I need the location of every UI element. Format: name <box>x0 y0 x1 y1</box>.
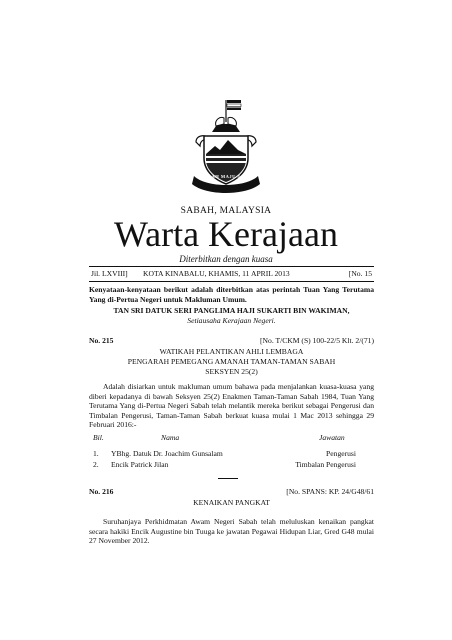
signatory-name: TAN SRI DATUK SERI PANGLIMA HAJI SUKARTI BIN WAKIMAN, <box>113 306 350 315</box>
crest-motto: SABAH MAJU JAYA <box>201 174 251 179</box>
notice-216-body: Suruhanjaya Perkhidmatan Awam Negeri Sabah telah meluluskan kenaikan pangkat secara hakiki Encik Augustine bin Tuuga ke jawatan Pegawai Hidupan Liar, Gred G48 mulai 27 November 2012. <box>89 517 374 545</box>
notice-number: No. 216 <box>89 487 114 496</box>
column-header-jawatan: Jawatan <box>319 433 345 442</box>
gazette-subtitle: Diterbitkan dengan kuasa <box>179 254 273 264</box>
issue-volume: Jil. LXVIII] <box>91 269 128 278</box>
column-header-bil: Bil. <box>93 433 104 442</box>
notice-216-heading: KENAIKAN PANGKAT <box>193 498 270 507</box>
notice-215-heading <box>89 347 374 376</box>
table-row <box>89 449 374 459</box>
top-rule <box>89 266 374 267</box>
gazette-title: Warta Kerajaan <box>114 214 338 254</box>
notice-215-body: Adalah disiarkan untuk makluman umum bahawa pada menjalankan kuasa-kuasa yang diberi kepadanya di bawah Seksyen 25(2) Enakmen Taman-Taman Sabah 1984, Tuan Yang Terutama Yang di-Pertua Negeri Sabah telah melantik mereka berikut sebagai Pengerusi dan Timbalan Pengerusi, Taman-Taman Sabah berkuat kuasa mulai 1 Mac 2013 sehingga 29 Februari 2016:- <box>89 382 374 429</box>
notice-reference: [No. SPANS: KP. 24/G48/61 <box>286 487 374 496</box>
section-divider <box>218 478 238 479</box>
appointee-position: Timbalan Pengerusi <box>295 460 356 469</box>
appointee-name: Encik Patrick Jilan <box>111 460 169 469</box>
notice-number: No. 215 <box>89 336 114 345</box>
table-row <box>89 460 374 470</box>
issue-place-date: KOTA KINABALU, KHAMIS, 11 APRIL 2013 <box>143 269 290 278</box>
heading-line: SEKSYEN 25(2) <box>205 366 258 376</box>
appointee-name: YBhg. Datuk Dr. Joachim Gunsalam <box>111 449 223 458</box>
notice-215-header <box>89 336 374 346</box>
bottom-rule <box>89 281 374 282</box>
notice-216-header <box>89 487 374 497</box>
issue-number: [No. 15 <box>348 269 372 278</box>
row-number: 2. <box>93 460 99 469</box>
issue-line <box>89 269 374 280</box>
column-header-nama: Nama <box>161 433 180 442</box>
heading-line: PENGARAH PEMEGANG AMANAH TAMAN-TAMAN SABAH <box>127 356 336 366</box>
state-name: SABAH, MALAYSIA <box>180 206 272 216</box>
row-number: 1. <box>93 449 99 458</box>
signatory-title: Setiausaha Kerajaan Negeri. <box>187 316 276 325</box>
notice-reference: [No. T/CKM (S) 100-22/5 Klt. 2/(71) <box>260 336 374 345</box>
appointee-position: Pengerusi <box>326 449 356 458</box>
sabah-coat-of-arms <box>186 96 266 200</box>
intro-statement: Kenyataan-kenyataan berikut adalah diterbitkan atas perintah Tuan Yang Terutama Yang di-Pertua Negeri untuk Makluman Umum. <box>89 285 374 304</box>
heading-line: WATIKAH PELANTIKAN AHLI LEMBAGA <box>159 347 304 356</box>
